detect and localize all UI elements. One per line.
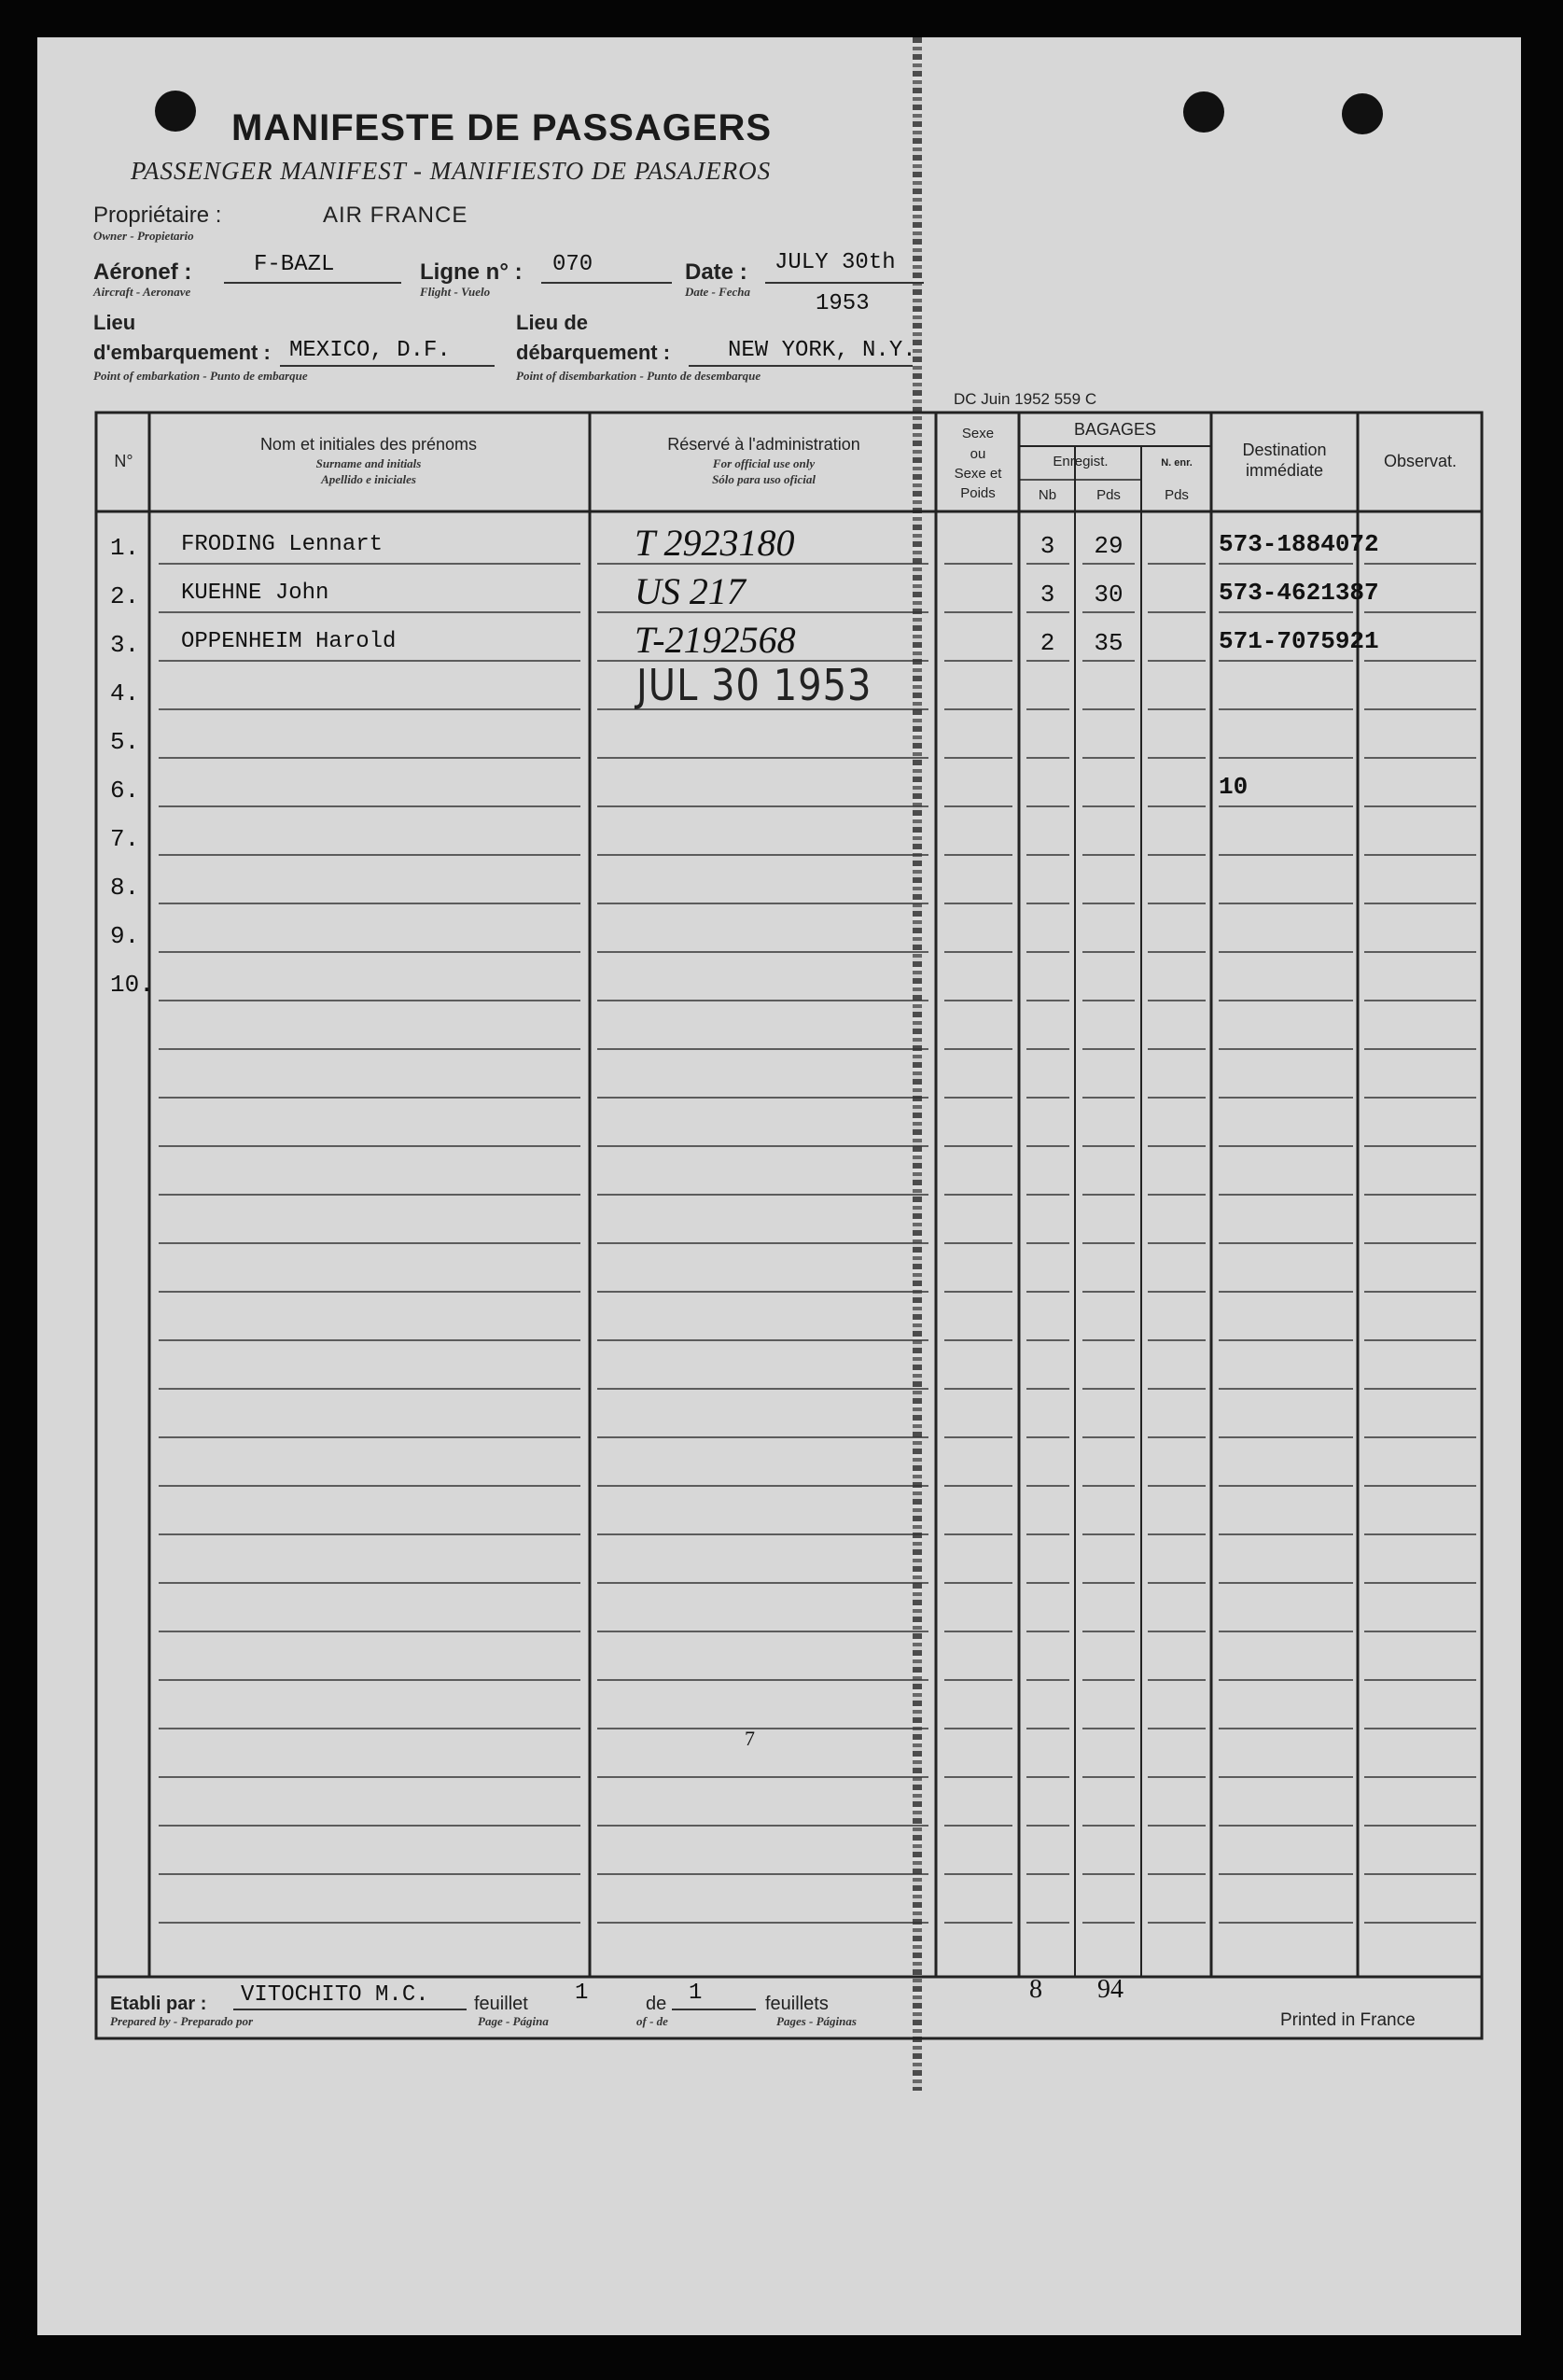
row-number: 8. (110, 874, 140, 902)
col-header-name-es: Apellido e iniciales (321, 472, 416, 486)
embark-label-1: Lieu (93, 311, 136, 334)
sheets-label: feuillets (765, 1994, 829, 2014)
row-number: 5. (110, 728, 140, 756)
owner-value: AIR FRANCE (323, 203, 468, 228)
row-number: 3. (110, 631, 140, 659)
disembark-label-1: Lieu de (516, 311, 589, 334)
embark-sub: Point of embarkation - Punto de embarque (93, 369, 308, 383)
col-header-pds-unregistered: Pds (1165, 487, 1189, 503)
col-header-name: Nom et initiales des prénoms (259, 435, 478, 454)
date-label: Date : (685, 259, 747, 285)
total-nb: 8 (1029, 1975, 1042, 2004)
sheet-value: 1 (575, 1981, 589, 2006)
col-header-pds: Pds (1096, 487, 1121, 503)
destination-ticket: 10 (1219, 773, 1249, 801)
col-header-admin: Réservé à l'administration (667, 435, 860, 454)
flight-label: Ligne n° : (420, 259, 523, 285)
of-value: 1 (689, 1981, 703, 2006)
sheet-sub: Page - Página (478, 2014, 549, 2028)
embark-label-2: d'embarquement : (93, 341, 271, 364)
date-value: JULY 30th (775, 250, 896, 275)
stray-mark: 7 (745, 1727, 755, 1750)
baggage-weight: 29 (1094, 532, 1123, 560)
aircraft-sub: Aircraft - Aeronave (93, 285, 191, 299)
col-header-registered: Enregist. (1053, 454, 1109, 469)
printed-in-france: Printed in France (1280, 2010, 1416, 2030)
col-header-nb: Nb (1038, 487, 1057, 503)
row-number: 1. (110, 534, 140, 562)
embark-value: MEXICO, D.F. (289, 338, 451, 363)
col-header-unregistered: N. enr. (1161, 457, 1193, 469)
flight-value: 070 (552, 252, 593, 277)
form-code: DC Juin 1952 559 C (954, 390, 1097, 408)
official-ref: T 2923180 (635, 522, 795, 564)
date-sub: Date - Fecha (685, 285, 751, 299)
form-subtitle: PASSENGER MANIFEST - MANIFIESTO DE PASAJEROS (131, 157, 772, 185)
disembark-sub: Point of disembarkation - Punto de desembarque (516, 369, 761, 383)
destination-ticket: 573-4621387 (1219, 579, 1379, 607)
form-title: MANIFESTE DE PASSAGERS (231, 107, 773, 148)
aircraft-value: F-BAZL (254, 252, 335, 277)
of-sub: of - de (636, 2014, 668, 2028)
row-number: 10. (110, 971, 154, 999)
disembark-value: NEW YORK, N.Y. (728, 338, 916, 363)
aircraft-label: Aéronef : (93, 259, 192, 285)
col-header-destination-1: Destination (1242, 441, 1327, 459)
date-stamp: JUL 30 1953 (636, 661, 872, 711)
date-year: 1953 (816, 291, 870, 316)
disembark-label-2: débarquement : (516, 341, 671, 364)
sheets-sub: Pages - Páginas (776, 2014, 857, 2028)
sheet-label: feuillet (474, 1994, 528, 2014)
row-number: 7. (110, 825, 140, 853)
row-number: 4. (110, 679, 140, 707)
row-number: 2. (110, 582, 140, 610)
passenger-name: KUEHNE John (181, 581, 329, 606)
baggage-weight: 30 (1094, 581, 1123, 609)
baggage-weight: 35 (1094, 629, 1123, 657)
col-header-admin-es: Sólo para uso oficial (712, 472, 816, 486)
col-header-destination-2: immédiate (1245, 461, 1324, 480)
prepared-value: VITOCHITO M.C. (241, 1982, 429, 2008)
col-header-admin-en: For official use only (712, 456, 816, 470)
total-pds: 94 (1097, 1975, 1123, 2004)
prepared-label: Etabli par : (110, 1994, 207, 2014)
baggage-count: 3 (1040, 532, 1055, 560)
baggage-count: 2 (1040, 629, 1055, 657)
owner-sub: Owner - Propietario (93, 229, 194, 243)
col-header-observations: Observat. (1383, 452, 1458, 470)
col-header-sex-4: Poids (960, 485, 996, 501)
row-number: 9. (110, 922, 140, 950)
prepared-sub: Prepared by - Preparado por (110, 2014, 254, 2028)
owner-label: Propriétaire : (93, 203, 222, 228)
col-header-sex-3: Sexe et (954, 466, 1002, 482)
passenger-name: FRODING Lennart (181, 532, 384, 557)
col-header-no: N° (114, 452, 133, 470)
col-header-name-en: Surname and initials (315, 456, 422, 470)
destination-ticket: 571-7075921 (1219, 627, 1379, 655)
col-header-baggage: BAGAGES (1073, 420, 1157, 439)
official-ref: T-2192568 (635, 619, 796, 661)
official-ref: US 217 (635, 570, 746, 612)
flight-sub: Flight - Vuelo (420, 285, 491, 299)
col-header-sex-1: Sexe (961, 426, 995, 441)
destination-ticket: 573-1884072 (1219, 530, 1379, 558)
row-number: 6. (110, 777, 140, 805)
passenger-name: OPPENHEIM Harold (181, 629, 397, 654)
baggage-count: 3 (1040, 581, 1055, 609)
of-label: de (646, 1994, 667, 2014)
col-header-sex-2: ou (970, 446, 986, 462)
